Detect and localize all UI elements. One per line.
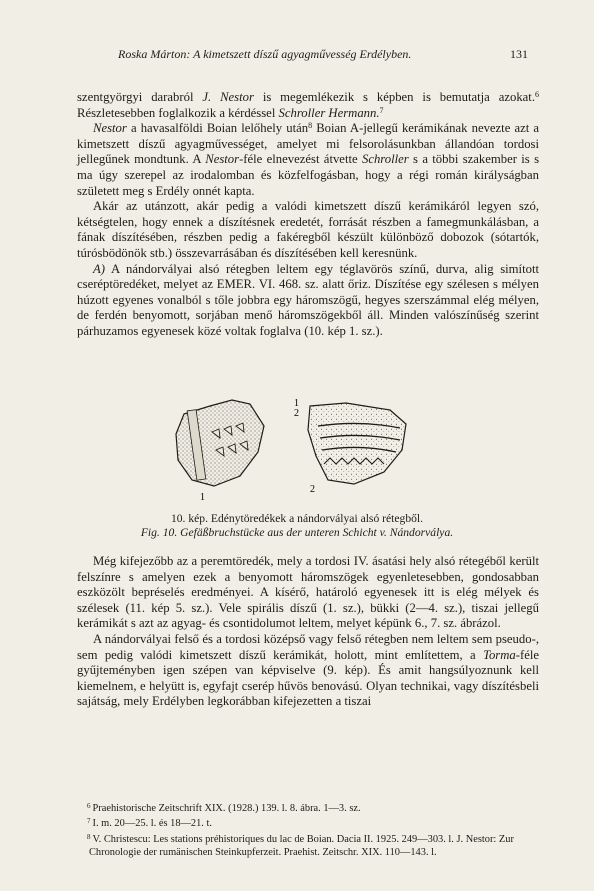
fragment-2-shard xyxy=(308,403,406,484)
text-run: A nándorvályai alsó rétegben leltem egy téglavörös színű, durva, alig simított cseréptöredéket, melyet az EMER. VI. 468. sz. alatt őriz. Díszítése egy szélesen s mélyen húzott egyenes vonalból s tőle jobbra egy háromszögű, hegyes szerszámmal elég mélyen, de ferdén benyomott, sorjában menő háromszögekből áll. Minden valószínűség szerint párhuzamos egyenesek közé voltak foglalva (10. kép 1. sz.). xyxy=(77,261,539,338)
figure-caption-german: Fig. 10. Gefäßbruchstücke aus der unteren Schicht v. Nándorválya. xyxy=(140,526,454,539)
figure-pottery-fragments xyxy=(170,398,440,506)
figure-label: 2 xyxy=(294,408,299,419)
footnote xyxy=(77,815,539,830)
footnote-text: V. Christescu: Les stations préhistoriques du lac de Boian. Dacia II. 1925. 249—303. l. J. Nestor: Zur Chronologie der rumänischen Steinkupferzeit. Praehist. Zeitschr. XIX. 110—143. l. xyxy=(89,833,514,859)
figure-label: 2 xyxy=(310,484,315,495)
text-run: -féle elnevezést átvette xyxy=(239,152,362,167)
figure-illustration xyxy=(170,398,440,506)
paragraph xyxy=(77,90,539,121)
text-run: Boian A-jellegű kerámikának nevezte azt a kimetszett díszű agyagművességet, amelyet mi felsorolásunkban állandóan tordosi jellegűnek mondtunk. A xyxy=(77,121,539,167)
text-run: A) xyxy=(93,261,105,276)
text-run: Torma xyxy=(483,647,516,662)
text-run: is megemlékezik s képben is bemutatja azokat. xyxy=(253,90,535,104)
text-run: A nándorvályai felső és a tordosi középső vagy felső rétegben nem leltem sem pseudo-, sem pedig valódi kimetszett díszű kerámikát, holott, mint említettem, a xyxy=(77,631,539,662)
text-run: Schroller xyxy=(361,152,409,167)
footnotes xyxy=(77,800,539,860)
page-number: 131 xyxy=(510,47,528,61)
text-run: J. Nestor xyxy=(202,90,254,104)
figure-label: 1 xyxy=(200,492,205,503)
text-run: Schroller Hermann. xyxy=(278,105,380,120)
footnote-ref: 7 xyxy=(379,105,384,115)
figure-caption-hungarian: 10. kép. Edénytöredékek a nándorvályai alsó rétegből. xyxy=(170,512,424,525)
text-run: a havasalföldi Boian lelőhely után xyxy=(126,121,309,136)
body-text-lower xyxy=(77,554,539,710)
text-run: Nestor xyxy=(93,121,127,136)
paragraph xyxy=(77,632,539,710)
figure-label: 1 xyxy=(294,398,299,409)
footnote xyxy=(77,831,539,860)
text-run: Nestor xyxy=(205,152,240,167)
paragraph xyxy=(77,121,539,199)
text-run: Részletesebben foglalkozik a kérdéssel xyxy=(77,105,279,120)
footnote-mark: 7 xyxy=(87,817,91,826)
footnote-mark: 8 xyxy=(87,832,91,841)
text-run: szentgyörgyi darabról xyxy=(77,90,203,104)
footnote-text: I. m. 20—25. l. és 18—21. t. xyxy=(92,818,212,830)
running-head-title: Roska Márton: A kimetszett díszű agyagművesség Erdélyben. xyxy=(118,47,412,61)
footnote-text: Praehistorische Zeitschrift XIX. (1928.) 139. l. 8. ábra. 1—3. sz. xyxy=(92,803,361,814)
footnote-ref: 8 xyxy=(308,121,313,131)
footnote-mark: 6 xyxy=(87,802,91,810)
footnote-ref: 6 xyxy=(535,90,539,99)
paragraph xyxy=(77,554,539,632)
text-run: Még kifejezőbb az a peremtöredék, mely a tordosi IV. ásatási hely alsó rétegéből került felszínre s amelyen ezek a benyomott háromszögek egyenletesebben, gondosabban eszközölt bepréselés eredményei. A kísérő, határoló egyenesek itt is elég mélyek és szélesek (11. kép 5. sz.). Vele spirális díszű (1. sz.), bükki (2—4. sz.), tiszai jellegű kerámikát s azt az agyag- és csontidolumot leltem, melyet képünk 6., 7. sz. ábrázol. xyxy=(77,554,539,631)
footnote xyxy=(77,800,539,815)
text-run: s a többi szakember is s ma úgy szerepel az irodalomban és közfelfogásban, hogy a régi román királyságban született meg s Erdély onnét kapta. xyxy=(77,152,540,198)
text-run: -féle gyűjteményben igen szépen van képviselve (9. kép). És amit hangsúlyoznunk kell kiemelnem, e helyütt is, egyfajt cserép hűvös benovású. Olyan technikai, vagy díszítésbeli sajátság, mely Erdélyben legkorábban kifejezetten a tiszai xyxy=(77,647,539,709)
text-run: Akár az utánzott, akár pedig a valódi kimetszett díszű kerámikáról legyen szó, kétségtelen, hogy ennek a díszítésnek eredetét, forrását részben a famegmunkálásban, a fának díszítésében, részben pedig a fakéregből készült különböző dobozok (sótartók, túrósbödönök stb.) összevarrásában és díszítésében kell keresnünk. xyxy=(77,199,539,260)
running-head xyxy=(0,46,594,62)
paragraph xyxy=(77,262,539,340)
paragraph xyxy=(77,199,539,261)
body-text-upper xyxy=(77,90,539,340)
